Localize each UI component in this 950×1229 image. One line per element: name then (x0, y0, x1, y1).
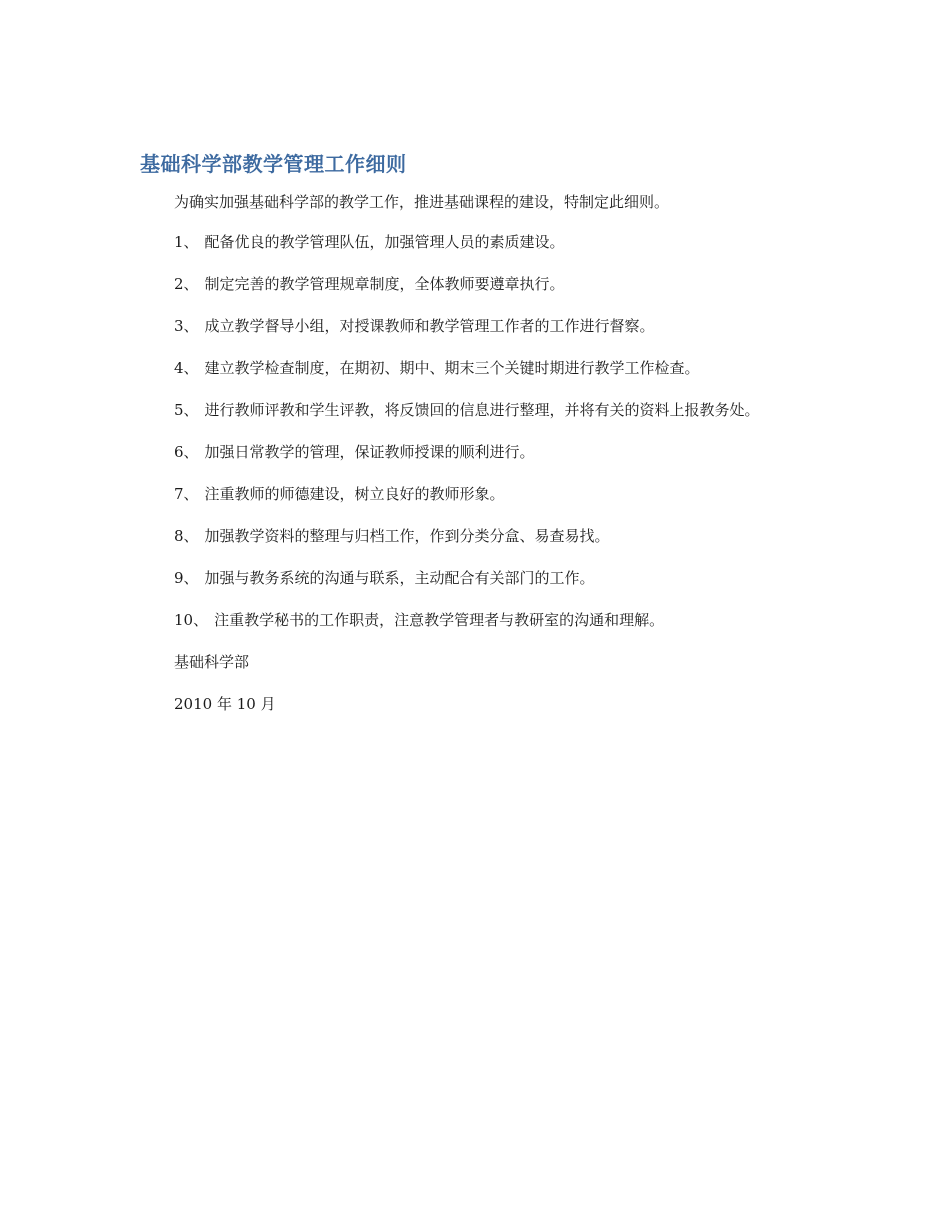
item-number: 2、 (174, 275, 199, 293)
item-text: 加强与教务系统的沟通与联系，主动配合有关部门的工作。 (204, 569, 595, 587)
item-text: 成立教学督导小组，对授课教师和教学管理工作者的工作进行督察。 (204, 317, 655, 335)
document-date: 2010 年 10 月 (174, 695, 276, 713)
list-item (140, 522, 805, 550)
list-item (140, 564, 805, 592)
item-number: 8、 (174, 527, 199, 545)
item-number: 4、 (174, 359, 199, 377)
item-text: 加强日常教学的管理，保证教师授课的顺利进行。 (204, 443, 535, 461)
list-item (140, 270, 805, 298)
item-number: 6、 (174, 443, 199, 461)
item-text: 建立教学检查制度，在期初、期中、期末三个关键时期进行教学工作检查。 (204, 359, 700, 377)
item-text: 注重教学秘书的工作职责，注意教学管理者与教研室的沟通和理解。 (214, 611, 665, 629)
list-item (140, 312, 805, 340)
list-item (140, 438, 805, 466)
item-number: 9、 (174, 569, 199, 587)
item-text: 制定完善的教学管理规章制度，全体教师要遵章执行。 (204, 275, 565, 293)
item-number: 7、 (174, 485, 199, 503)
item-number: 10、 (174, 611, 209, 629)
signature: 基础科学部 (174, 653, 250, 671)
item-number: 5、 (174, 401, 199, 419)
document-title: 基础科学部教学管理工作细则 (140, 152, 407, 176)
intro-paragraph: 为确实加强基础科学部的教学工作，推进基础课程的建设，特制定此细则。 (174, 193, 670, 211)
item-number: 1、 (174, 233, 199, 251)
list-item (140, 396, 805, 424)
item-text: 配备优良的教学管理队伍，加强管理人员的素质建设。 (204, 233, 565, 251)
document-body (140, 150, 805, 732)
list-item (140, 606, 805, 634)
list-item (140, 354, 805, 382)
list-item (140, 228, 805, 256)
item-number: 3、 (174, 317, 199, 335)
item-text: 加强教学资料的整理与归档工作，作到分类分盒、易查易找。 (204, 527, 610, 545)
list-item (140, 480, 805, 508)
item-text: 注重教师的师德建设，树立良好的教师形象。 (204, 485, 505, 503)
item-text: 进行教师评教和学生评教，将反馈回的信息进行整理，并将有关的资料上报教务处。 (204, 401, 760, 419)
